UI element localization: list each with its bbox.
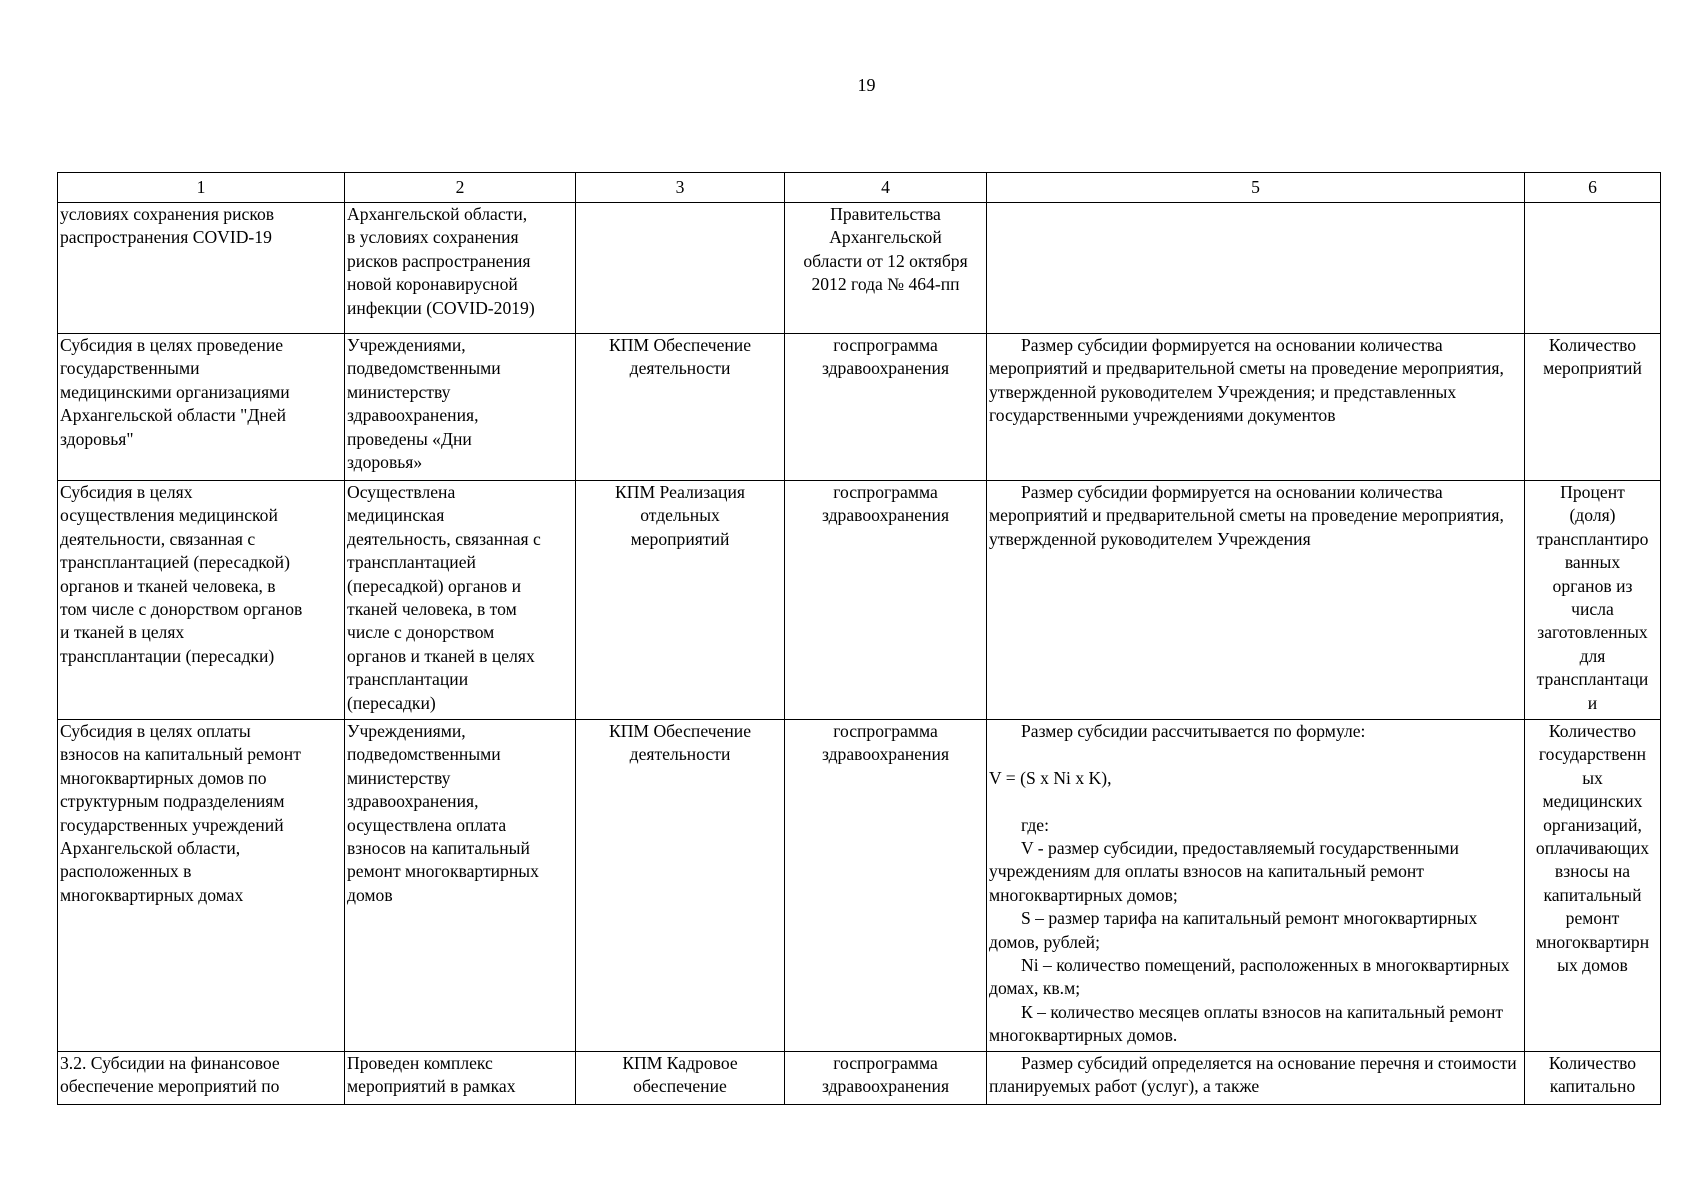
row1-result: Архангельской области, в условиях сохранения рисков распространения новой коронавирусной инфекции (COVID-2019) (345, 203, 576, 334)
row2-col6: Количество мероприятий (1525, 334, 1661, 481)
row1-col6 (1525, 203, 1661, 334)
row2-col3: КПМ Обеспечение деятельности (576, 334, 785, 481)
formula-var-k: К – количество месяцев оплаты взносов на капитальный ремонт многоквартирных домов. (989, 1001, 1504, 1046)
row4-col4: госпрограмма здравоохранения (785, 720, 987, 1052)
row1-col4: Правительства Архангельской области от 12 октября 2012 года № 464-пп (785, 203, 987, 334)
table-row (58, 334, 1661, 481)
formula-var-v: V - размер субсидии, предоставляемый государственными учреждениям для оплаты взносов на капитальный ремонт многоквартирных домов; (989, 838, 1459, 905)
row5-col4: госпрограмма здравоохранения (785, 1052, 987, 1105)
row4-col3: КПМ Обеспечение деятельности (576, 720, 785, 1052)
table-row (58, 1052, 1661, 1105)
header-cell-4: 4 (785, 173, 987, 203)
row2-subsidy-name: Субсидия в целях проведение государственными медицинскими организациями Архангельской области "Дней здоровья" (58, 334, 345, 481)
row4-col5 (987, 720, 1525, 1052)
formula-var-s: S – размер тарифа на капитальный ремонт многоквартирных домов, рублей; (989, 908, 1478, 952)
row1-subsidy-name: условиях сохранения рисков распространения COVID-19 (58, 203, 345, 334)
header-row (58, 173, 1661, 203)
row2-result: Учреждениями, подведомственными министерству здравоохранения, проведены «Дни здоровья» (345, 334, 576, 481)
row5-col5: Размер субсидий определяется на основание перечня и стоимости планируемых работ (услуг), а также (987, 1052, 1525, 1105)
header-cell-3: 3 (576, 173, 785, 203)
row1-col5 (987, 203, 1525, 334)
row5-result: Проведен комплекс мероприятий в рамках (345, 1052, 576, 1105)
row5-col6: Количество капитально (1525, 1052, 1661, 1105)
row4-subsidy-name: Субсидия в целях оплаты взносов на капитальный ремонт многоквартирных домов по структурным подразделениям государственных учреждений Архангельской области, расположенных в многоквартирных домах (58, 720, 345, 1052)
formula-intro: Размер субсидии рассчитывается по формуле: (1021, 721, 1366, 741)
formula-var-ni: Ni – количество помещений, расположенных в многоквартирных домах, кв.м; (989, 955, 1510, 999)
row3-col3: КПМ Реализация отдельных мероприятий (576, 481, 785, 720)
row4-col6: Количество государственн ых медицинских организаций, оплачивающих взносы на капитальный ремонт многоквартирн ых домов (1525, 720, 1661, 1052)
row5-col3: КПМ Кадровое обеспечение (576, 1052, 785, 1105)
subsidy-table (57, 172, 1661, 1105)
row2-col5: Размер субсидии формируется на основании количества мероприятий и предварительной сметы на проведение мероприятия, утвержденной руководителем Учреждения; и представленных государственными учреждениями документов (987, 334, 1525, 481)
row3-col4: госпрограмма здравоохранения (785, 481, 987, 720)
row3-subsidy-name: Субсидия в целях осуществления медицинской деятельности, связанная с трансплантацией (пересадкой) органов и тканей человека, в том числе с донорством органов и тканей в целях трансплантации (пересадки) (58, 481, 345, 720)
header-cell-1: 1 (58, 173, 345, 203)
header-cell-6: 6 (1525, 173, 1661, 203)
table-row (58, 481, 1661, 720)
table-row (58, 720, 1661, 1052)
page-number: 19 (857, 75, 876, 95)
header-cell-5: 5 (987, 173, 1525, 203)
row3-col5: Размер субсидии формируется на основании количества мероприятий и предварительной сметы на проведение мероприятия, утвержденной руководителем Учреждения (987, 481, 1525, 720)
formula-where: где: (1021, 814, 1049, 835)
row3-result: Осуществлена медицинская деятельность, связанная с трансплантацией (пересадкой) органов и тканей человека, в том числе с донорством органов и тканей в целях трансплантации (пересадки) (345, 481, 576, 720)
row5-subsidy-name: 3.2. Субсидии на финансовое обеспечение мероприятий по (58, 1052, 345, 1105)
formula: V = (S x Ni x K), (989, 767, 1112, 788)
row2-col4: госпрограмма здравоохранения (785, 334, 987, 481)
row3-col6: Процент (доля) трансплантиро ванных органов из числа заготовленных для трансплантаци и (1525, 481, 1661, 720)
header-cell-2: 2 (345, 173, 576, 203)
row1-col3 (576, 203, 785, 334)
table-row (58, 203, 1661, 334)
row4-result: Учреждениями, подведомственными министерству здравоохранения, осуществлена оплата взносов на капитальный ремонт многоквартирных домов (345, 720, 576, 1052)
